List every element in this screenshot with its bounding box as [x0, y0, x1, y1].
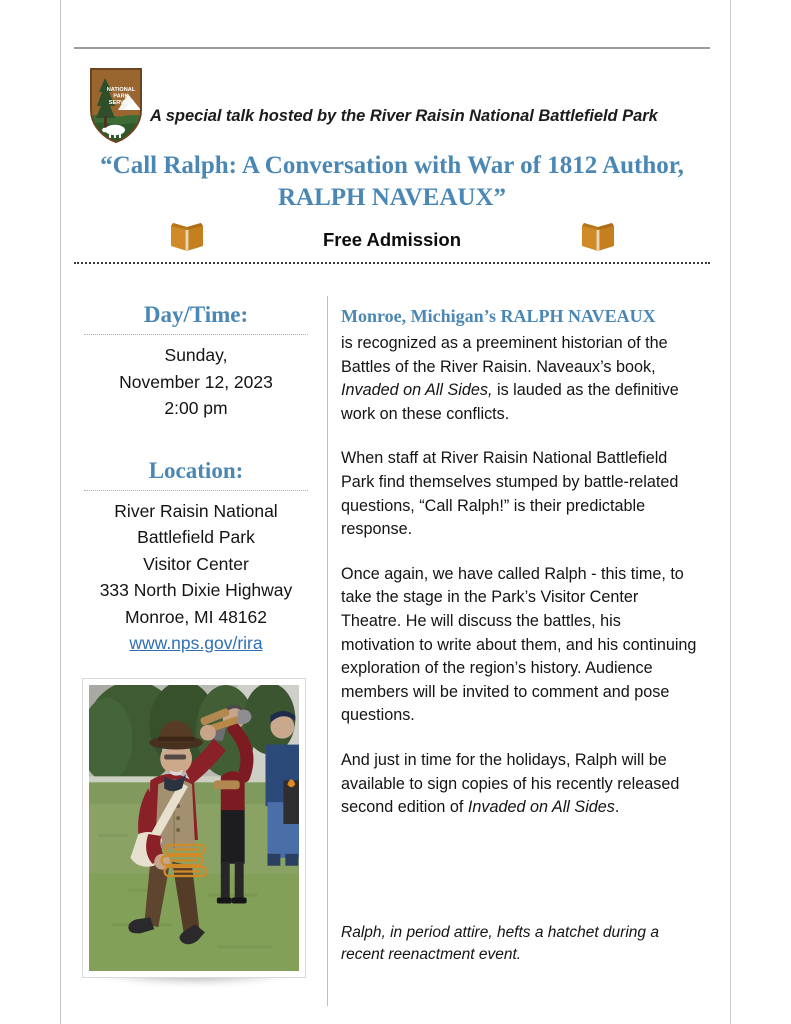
- paragraph-4-text-after: .: [614, 798, 620, 817]
- national-park-service-arrowhead-logo: [88, 66, 144, 144]
- daytime-underline-rule: [84, 334, 308, 335]
- svg-text:PARK: PARK: [113, 93, 129, 100]
- header-dotted-divider: [74, 262, 710, 264]
- article-paragraph-1: [341, 332, 697, 426]
- location-line: Monroe, MI 48162: [124, 606, 268, 627]
- event-subtitle: A special talk hosted by the River Raisin National Battlefield Park: [150, 107, 658, 125]
- location-value: [76, 498, 316, 657]
- svg-text:SERVICE: SERVICE: [108, 100, 134, 106]
- free-admission-row: [74, 214, 710, 259]
- photo-image: [89, 685, 299, 971]
- daytime-line: November 12, 2023: [119, 371, 273, 392]
- svg-text:NATIONAL: NATIONAL: [106, 87, 136, 93]
- location-underline-rule: [84, 490, 308, 491]
- paragraph-4-text-before: And just in time for the holidays, Ralph will be available to sign copies of his recently released second edition of: [341, 750, 680, 817]
- article-lead: Monroe, Michigan’s RALPH NAVEAUX: [341, 306, 656, 326]
- photo-caption: Ralph, in period attire, hefts a hatchet during a recent reenactment event.: [341, 924, 659, 963]
- location-heading: Location:: [148, 457, 244, 483]
- article-paragraph-2: When staff at River Raisin National Battlefield Park find themselves stumped by battle-related questions, “Call Ralph!” is their predictable response.: [341, 449, 679, 539]
- park-website-link[interactable]: www.nps.gov/rira: [129, 633, 263, 653]
- free-admission-label: Free Admission: [322, 229, 462, 250]
- details-column: [76, 300, 316, 657]
- section-spacer: [76, 422, 316, 456]
- page-border-right: [730, 0, 731, 1024]
- page-border-left: [60, 0, 61, 1024]
- article-paragraph-4: [341, 749, 697, 820]
- paragraph-1-text-before: is recognized as a preeminent historian of the Battles of the River Raisin. Naveaux’s book,: [341, 334, 668, 376]
- page-title-line-1: “Call Ralph: A Conversation with War of 1812 Author,: [100, 152, 684, 179]
- page-title: [74, 150, 710, 214]
- article-paragraph-3: Once again, we have called Ralph - this time, to take the stage in the Park’s Visitor Center Theatre. He will discuss the battles, his motivation to write about them, and his continuing exploration of the region’s history. Audience members will be invited to comment and pose questions.: [341, 564, 697, 725]
- book-title-italic: Invaded on All Sides: [467, 798, 615, 817]
- daytime-line: Sunday,: [164, 345, 228, 365]
- location-line: Battlefield Park: [137, 527, 255, 547]
- location-line: River Raisin National: [114, 500, 278, 521]
- book-title-italic: Invaded on All Sides,: [341, 381, 493, 400]
- daytime-heading: Day/Time:: [143, 302, 249, 327]
- column-divider: [327, 296, 328, 1006]
- paragraph-1-text-after: is lauded as the definitive work on these conflicts.: [341, 381, 679, 423]
- ralph-naveaux-hatchet-photo: [82, 678, 306, 978]
- header-divider-rule: [74, 47, 710, 49]
- location-line: 333 North Dixie Highway: [99, 580, 293, 600]
- page-title-line-2: RALPH NAVEAUX”: [277, 184, 507, 211]
- open-book-icon: [579, 218, 617, 254]
- location-line: Visitor Center: [143, 553, 249, 574]
- stacked-books-icon: [160, 838, 212, 886]
- article-column: [341, 304, 697, 841]
- daytime-line: 2:00 pm: [164, 398, 228, 418]
- photo-frame: [82, 678, 306, 978]
- daytime-value: [76, 342, 316, 422]
